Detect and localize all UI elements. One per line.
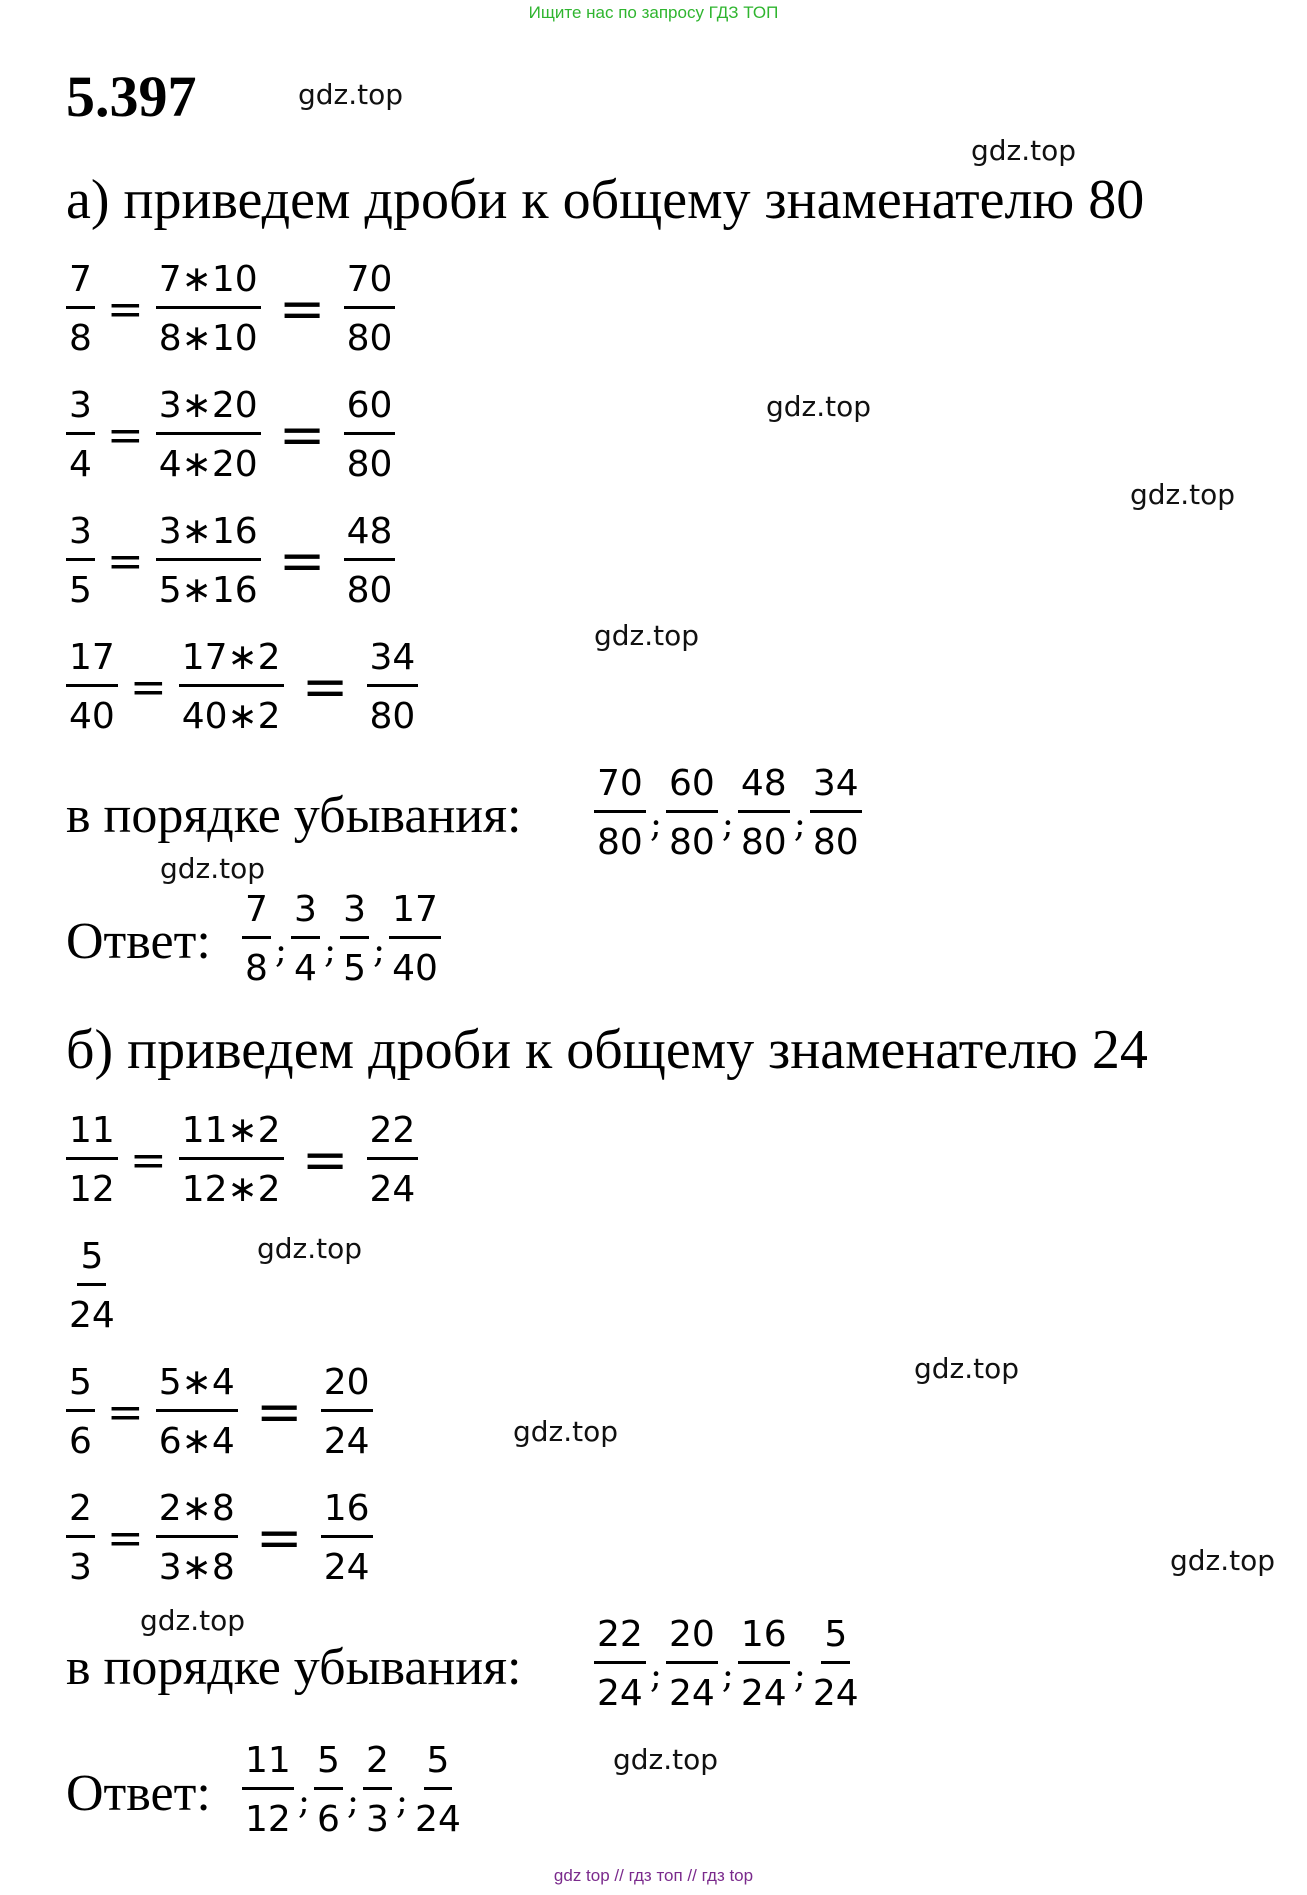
fraction: $\frac{5}{24}$ (69, 1236, 115, 1336)
fraction: $\frac{48}{80}$ (738, 766, 790, 861)
fraction: $\frac{7}{8}$ (242, 892, 271, 987)
watermark: gdz.top (914, 1352, 1020, 1385)
fraction: $\frac{60}{80}$ (666, 766, 718, 861)
fraction: $\frac{20}{24}$ (321, 1365, 373, 1460)
fraction: $\frac{3}{5}$ (340, 892, 369, 987)
fraction: $\frac{16}{24}$ (738, 1617, 790, 1712)
watermark: gdz.top (766, 390, 872, 423)
search-banner: Ищите нас по запросу ГДЗ ТОП (528, 3, 779, 22)
fraction: $\frac{2∗8}{3∗8}$ (156, 1491, 238, 1586)
watermark: gdz.top (971, 134, 1077, 167)
fraction: $\frac{11∗2}{12∗2}$ (179, 1113, 284, 1208)
fraction: $\frac{22}{24}$ (367, 1113, 419, 1208)
fraction: $\frac{22}{24}$ (594, 1617, 646, 1712)
watermark: gdz.top (140, 1604, 246, 1637)
fraction: $\frac{7}{8}$ (66, 262, 95, 357)
fraction: $\frac{70}{80}$ (344, 262, 396, 357)
answer-label: Ответ: (66, 913, 211, 970)
order-sequence: $\frac{22}{24}$ ; $\frac{20}{24}$ ; $\frac{16}{24}$ ; $\frac{5}{24}$ (594, 1617, 862, 1712)
order-label: в порядке убывания: (66, 1639, 522, 1696)
watermark: gdz.top (594, 619, 700, 652)
fraction: $\frac{17∗2}{40∗2}$ (179, 640, 284, 735)
equation-row: $\frac{2}{3}$ = $\frac{2∗8}{3∗8}$ = $\frac{16}{24}$ (66, 1491, 373, 1586)
footer-links: gdz top // гдз топ // гдз top (553, 1866, 754, 1885)
single-fraction-row (66, 1236, 118, 1336)
answer-sequence: $\frac{11}{12}$ ; $\frac{5}{6}$ ; $\frac{2}{3}$ ; $\frac{5}{24}$ (242, 1743, 464, 1838)
fraction: $\frac{3∗20}{4∗20}$ (156, 388, 261, 483)
fraction: $\frac{34}{80}$ (367, 640, 419, 735)
part-b-heading: б) приведем дроби к общему знаменателю 24 (66, 1019, 1148, 1081)
fraction: $\frac{5}{24}$ (812, 1614, 859, 1714)
watermark: gdz.top (1170, 1544, 1276, 1577)
fraction: $\frac{7∗10}{8∗10}$ (156, 262, 261, 357)
fraction: $\frac{2}{3}$ (66, 1491, 95, 1586)
equation-row: $\frac{7}{8}$ = $\frac{7∗10}{8∗10}$ = $\frac{70}{80}$ (66, 262, 395, 357)
fraction: $\frac{5}{24}$ (415, 1740, 461, 1840)
fraction: $\frac{20}{24}$ (666, 1617, 718, 1712)
watermark: gdz.top (160, 852, 266, 885)
answer-label: Ответ: (66, 1765, 211, 1822)
fraction: $\frac{17}{40}$ (66, 640, 118, 735)
order-label: в порядке убывания: (66, 787, 522, 844)
equation-row: $\frac{5}{6}$ = $\frac{5∗4}{6∗4}$ = $\frac{20}{24}$ (66, 1365, 373, 1460)
fraction: $\frac{3}{4}$ (291, 892, 320, 987)
fraction: $\frac{70}{80}$ (594, 766, 646, 861)
equation-row: $\frac{17}{40}$ = $\frac{17∗2}{40∗2}$ = $\frac{34}{80}$ (66, 640, 418, 735)
watermark: gdz.top (1130, 478, 1236, 511)
fraction: $\frac{5}{6}$ (66, 1365, 95, 1460)
watermark: gdz.top (298, 78, 404, 111)
equation-row: $\frac{11}{12}$ = $\frac{11∗2}{12∗2}$ = $\frac{22}{24}$ (66, 1113, 418, 1208)
answer-sequence: $\frac{7}{8}$ ; $\frac{3}{4}$ ; $\frac{3}{5}$ ; $\frac{17}{40}$ (242, 892, 441, 987)
fraction: $\frac{3}{4}$ (66, 388, 95, 483)
part-a-heading: а) приведем дроби к общему знаменателю 80 (66, 169, 1145, 231)
fraction: $\frac{2}{3}$ (363, 1743, 392, 1838)
fraction: $\frac{60}{80}$ (344, 388, 396, 483)
exercise-number: 5.397 (66, 64, 197, 129)
fraction: $\frac{11}{12}$ (66, 1113, 118, 1208)
watermark: gdz.top (513, 1415, 619, 1448)
fraction: $\frac{48}{80}$ (344, 514, 396, 609)
fraction: $\frac{5}{6}$ (314, 1743, 343, 1838)
equation-row: $\frac{3}{5}$ = $\frac{3∗16}{5∗16}$ = $\frac{48}{80}$ (66, 514, 395, 609)
fraction: $\frac{34}{80}$ (810, 766, 862, 861)
equation-row: $\frac{3}{4}$ = $\frac{3∗20}{4∗20}$ = $\frac{60}{80}$ (66, 388, 395, 483)
order-sequence: $\frac{70}{80}$ ; $\frac{60}{80}$ ; $\frac{48}{80}$ ; $\frac{34}{80}$ (594, 766, 862, 861)
fraction: $\frac{5∗4}{6∗4}$ (156, 1365, 238, 1460)
watermark: gdz.top (257, 1232, 363, 1265)
fraction: $\frac{3}{5}$ (66, 514, 95, 609)
fraction: $\frac{11}{12}$ (242, 1743, 294, 1838)
fraction: $\frac{17}{40}$ (389, 892, 441, 987)
watermark: gdz.top (613, 1743, 719, 1776)
fraction: $\frac{3∗16}{5∗16}$ (156, 514, 261, 609)
fraction: $\frac{16}{24}$ (321, 1491, 373, 1586)
